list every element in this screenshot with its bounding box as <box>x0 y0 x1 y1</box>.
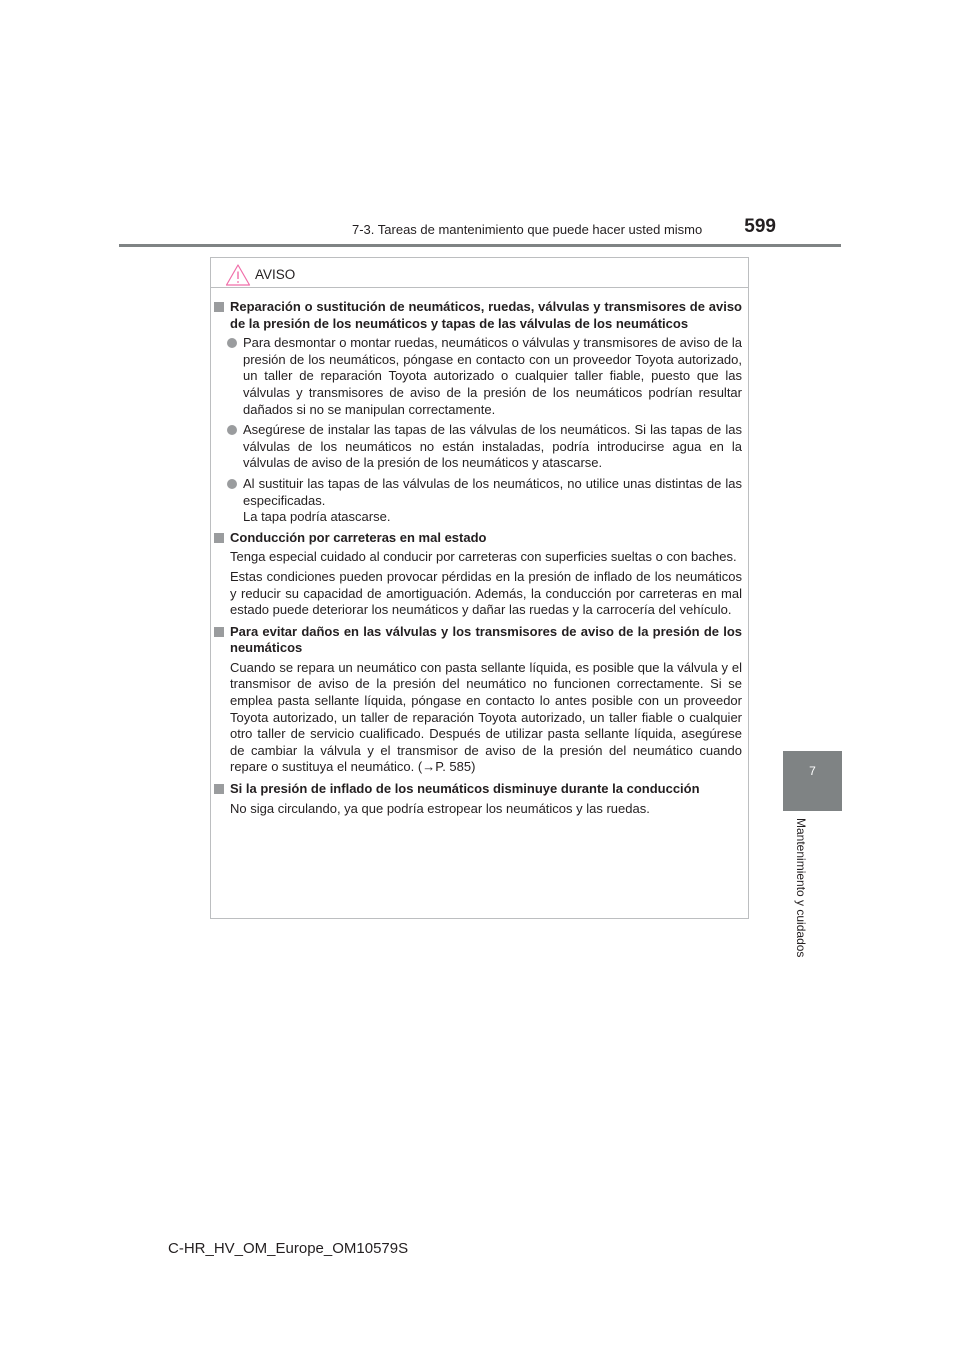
paragraph-line: Cuando se repara un neumático con pasta sellante líquida, es posible que la válvula y el transmisor de aviso de la presión del neumático no funcionen correctamente. Si se emplea pasta sellante líquida, póngase en contacto lo antes posible con un proveedor Toyota autorizado, un taller de reparación Toyota autorizado, un taller fiable o cualquier otro taller de servicio cualificado. Después de utilizar pasta sellante líquida, asegúrese de cambiar la válvula y el transmisor de aviso de la presión del neumático cuando repare o sustituya el neumático. (→P. 585) <box>230 659 742 775</box>
paragraph <box>214 801 742 818</box>
paragraph <box>214 660 742 776</box>
bullet-continuation: La tapa podría atascarse. <box>243 509 391 525</box>
warning-label: AVISO <box>255 267 296 282</box>
section-heading <box>214 530 742 547</box>
section-heading <box>214 299 742 332</box>
circle-bullet-icon <box>227 425 237 435</box>
bullet-text: Para desmontar o montar ruedas, neumáticos o válvulas y transmisores de aviso de la presión de los neumáticos, póngase en contacto con un proveedor Toyota autorizado, un taller de reparación Toyota autorizado o cualquier taller fiable, puesto que las válvulas y transmisores de aviso de la presión de los neumáticos podrían resultar dañados si no se manipulan correctamente. <box>243 335 742 417</box>
list-item <box>214 476 742 526</box>
square-bullet-icon <box>214 784 224 794</box>
heading-text: Reparación o sustitución de neumáticos, ruedas, válvulas y transmisores de aviso de la presión de los neumáticos y tapas de las válvulas de los neumáticos <box>230 299 742 331</box>
list-item <box>214 335 742 418</box>
warning-triangle-icon <box>225 263 251 287</box>
paragraph <box>214 569 742 619</box>
heading-text: Para evitar daños en las válvulas y los transmisores de aviso de la presión de los neumáticos <box>230 623 742 656</box>
paragraph <box>214 549 742 566</box>
heading-text: Si la presión de inflado de los neumáticos disminuye durante la conducción <box>230 781 700 797</box>
section-heading <box>214 624 742 657</box>
circle-bullet-icon <box>227 338 237 348</box>
warning-header-divider <box>210 287 749 288</box>
section-heading <box>214 781 742 798</box>
header-divider <box>119 244 841 247</box>
square-bullet-icon <box>214 627 224 637</box>
chapter-number: 7 <box>809 764 816 778</box>
warning-content <box>214 299 742 820</box>
paragraph-line: Tenga especial cuidado al conducir por carreteras con superficies sueltas o con baches. <box>230 549 737 565</box>
page-number: 599 <box>744 216 776 237</box>
paragraph-line: No siga circulando, ya que podría estropear los neumáticos y las ruedas. <box>230 800 650 816</box>
circle-bullet-icon <box>227 479 237 489</box>
bullet-text: Al sustituir las tapas de las válvulas de los neumáticos, no utilice unas distintas de las especificadas. <box>243 475 742 508</box>
square-bullet-icon <box>214 533 224 543</box>
document-code: C-HR_HV_OM_Europe_OM10579S <box>168 1240 409 1257</box>
section-title: 7-3. Tareas de mantenimiento que puede hacer usted mismo <box>352 222 703 237</box>
chapter-title: Mantenimiento y cuidados <box>794 818 808 958</box>
square-bullet-icon <box>214 302 224 312</box>
list-item <box>214 422 742 472</box>
chapter-tab <box>783 751 842 811</box>
heading-text: Conducción por carreteras en mal estado <box>230 529 487 545</box>
paragraph-line: Estas condiciones pueden provocar pérdidas en la presión de inflado de los neumáticos y reducir su capacidad de amortiguación. Además, la conducción por carreteras en mal estado puede deteriorar los neumáticos y dañar las ruedas y la carrocería del vehículo. <box>230 568 742 618</box>
bullet-text: Asegúrese de instalar las tapas de las válvulas de los neumáticos. Si las tapas de las válvulas de los neumáticos no están instaladas, podría introducirse agua en la válvulas de aviso de la presión de los neumáticos y atascarse. <box>243 422 742 471</box>
